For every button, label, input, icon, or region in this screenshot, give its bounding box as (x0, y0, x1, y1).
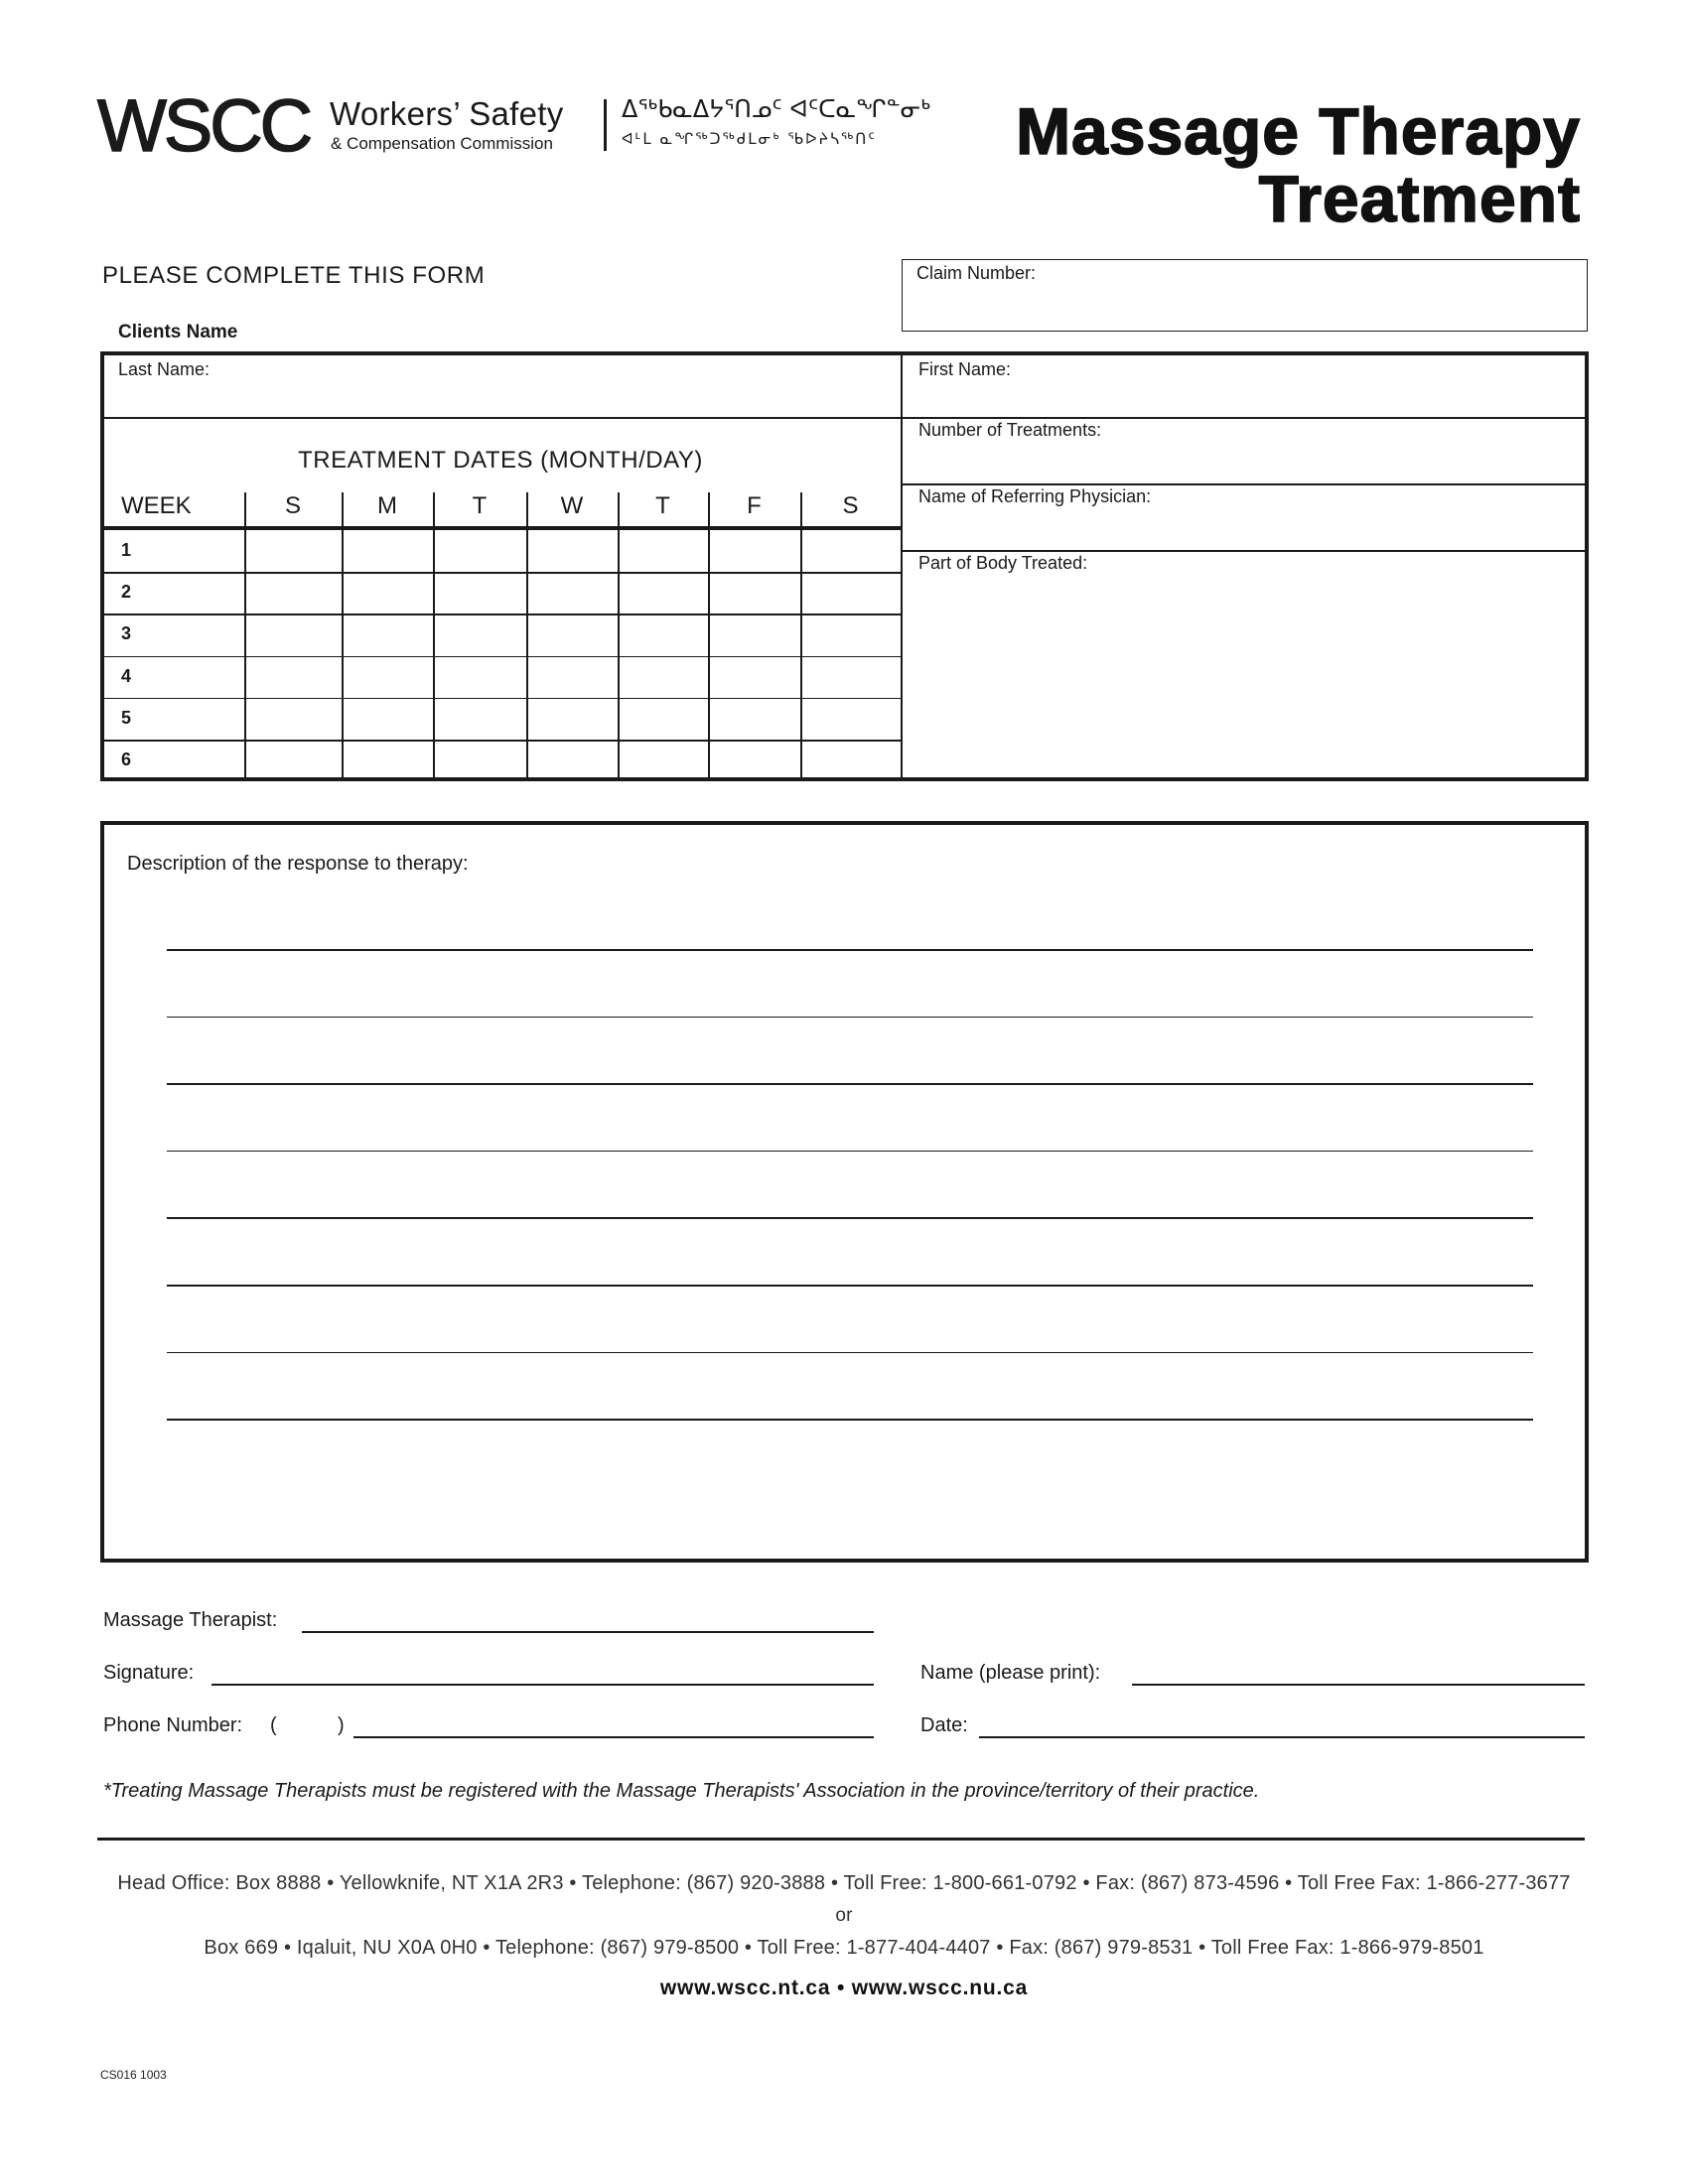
column-header-day: S (842, 492, 859, 519)
treatment-date-cell[interactable] (344, 657, 432, 696)
treatment-date-cell[interactable] (435, 699, 525, 738)
first-name-label: First Name: (918, 359, 1012, 379)
treatment-date-cell[interactable] (802, 699, 900, 738)
column-header-day: T (472, 492, 488, 519)
clients-name-heading: Clients Name (118, 322, 238, 342)
treatment-date-cell[interactable] (435, 573, 525, 612)
phone-number-label: Phone Number: (103, 1714, 243, 1736)
footer-divider (97, 1838, 1585, 1841)
description-line[interactable] (167, 949, 1533, 951)
phone-close-paren: ) (338, 1714, 345, 1736)
week-number: 5 (121, 707, 132, 728)
column-header-day: W (560, 492, 584, 519)
treatment-date-cell[interactable] (528, 531, 617, 570)
treatment-date-cell[interactable] (246, 531, 341, 570)
logo-syllabics-line2: ᐊᒻᒪ ᓇᖏᖅᑐᖅᑯᒪᓂᒃ ᖃᐅᔨᓴᖅᑎᑦ (622, 130, 877, 148)
treatment-date-cell[interactable] (528, 573, 617, 612)
number-of-treatments-label: Number of Treatments: (918, 420, 1102, 440)
form-code: CS016 1003 (100, 2068, 167, 2082)
phone-area-code-input[interactable] (282, 1712, 336, 1738)
treatment-date-cell[interactable] (344, 699, 432, 738)
iqaluit-office-address: Box 669 • Iqaluit, NU X0A 0H0 • Telephone: (867) 979-8500 • Toll Free: 1-877-404-4407 • Fax: (867) 979-8531 • Toll Free Fax: 1-866-979-8501 (204, 1937, 1484, 1959)
week-number: 1 (121, 540, 132, 560)
last-name-label: Last Name: (118, 359, 211, 379)
treatment-date-cell[interactable] (344, 614, 432, 653)
referring-physician-label: Name of Referring Physician: (918, 486, 1152, 506)
massage-therapist-label: Massage Therapist: (103, 1609, 278, 1631)
referring-physician-field[interactable] (903, 484, 1585, 550)
treatment-date-cell[interactable] (710, 614, 799, 653)
week-number: 4 (121, 665, 132, 686)
treatment-date-cell[interactable] (246, 614, 341, 653)
treatment-date-cell[interactable] (246, 741, 341, 779)
treatment-date-cell[interactable] (246, 657, 341, 696)
name-print-label: Name (please print): (920, 1662, 1101, 1684)
treatment-date-cell[interactable] (528, 699, 617, 738)
treatment-date-cell[interactable] (620, 614, 707, 653)
treatment-date-cell[interactable] (802, 741, 900, 779)
treatment-date-cell[interactable] (620, 573, 707, 612)
treatment-date-cell[interactable] (528, 614, 617, 653)
website-links[interactable]: www.wscc.nt.ca • www.wscc.nu.ca (659, 1977, 1029, 1999)
description-line[interactable] (167, 1151, 1533, 1153)
treatment-date-cell[interactable] (528, 657, 617, 696)
description-line[interactable] (167, 1419, 1533, 1421)
form-title-line2: Treatment (1258, 162, 1581, 235)
description-label: Description of the response to therapy: (127, 853, 469, 875)
description-line[interactable] (167, 1017, 1533, 1019)
treatment-date-cell[interactable] (344, 741, 432, 779)
column-header-day: F (747, 492, 762, 519)
part-of-body-field[interactable] (903, 551, 1585, 777)
column-header-day: S (284, 492, 301, 519)
treatment-date-cell[interactable] (620, 741, 707, 779)
treatment-date-cell[interactable] (802, 614, 900, 653)
treatment-dates-title: TREATMENT DATES (MONTH/DAY) (298, 447, 703, 474)
description-line[interactable] (167, 1217, 1533, 1219)
treatment-date-cell[interactable] (620, 531, 707, 570)
treatment-date-cell[interactable] (246, 573, 341, 612)
massage-therapist-input[interactable] (302, 1631, 874, 1633)
signature-label: Signature: (103, 1662, 195, 1684)
table-header-rule (100, 526, 901, 530)
form-instruction: PLEASE COMPLETE THIS FORM (102, 262, 486, 289)
treatment-date-cell[interactable] (435, 741, 525, 779)
part-of-body-label: Part of Body Treated: (918, 553, 1088, 573)
treatment-date-cell[interactable] (435, 657, 525, 696)
treatment-date-cell[interactable] (802, 657, 900, 696)
logo-org-name-line1: Workers’ Safety (330, 95, 564, 132)
treatment-date-cell[interactable] (710, 657, 799, 696)
week-number: 2 (121, 582, 132, 603)
date-label: Date: (920, 1714, 968, 1736)
claim-number-field[interactable] (902, 259, 1588, 332)
logo-divider (604, 99, 607, 151)
head-office-address: Head Office: Box 8888 • Yellowknife, NT X1A 2R3 • Telephone: (867) 920-3888 • Toll Free: 1-800-661-0792 • Fax: (867) 873-4596 • Toll Free Fax: 1-866-277-3677 (117, 1872, 1571, 1894)
wscc-logo-acronym: WSCC (97, 84, 311, 167)
registration-note: *Treating Massage Therapists must be registered with the Massage Therapists' Association in the province/territory of their practice. (103, 1780, 1260, 1802)
treatment-date-cell[interactable] (710, 699, 799, 738)
form-title-line1: Massage Therapy (1016, 94, 1581, 168)
column-header-day: T (655, 492, 670, 519)
treatment-date-cell[interactable] (344, 531, 432, 570)
last-name-field[interactable] (104, 355, 901, 417)
treatment-date-cell[interactable] (802, 531, 900, 570)
date-input[interactable] (979, 1736, 1585, 1738)
description-line[interactable] (167, 1352, 1533, 1354)
treatment-date-cell[interactable] (710, 573, 799, 612)
treatment-date-cell[interactable] (435, 614, 525, 653)
phone-open-paren: ( (270, 1714, 277, 1736)
logo-org-name-line2: & Compensation Commission (331, 134, 553, 153)
week-number: 6 (121, 750, 132, 769)
treatment-date-cell[interactable] (710, 531, 799, 570)
week-number: 3 (121, 623, 132, 644)
first-name-field[interactable] (903, 355, 1585, 417)
treatment-date-cell[interactable] (528, 741, 617, 779)
number-of-treatments-field[interactable] (903, 418, 1585, 483)
signature-input[interactable] (211, 1684, 874, 1686)
claim-number-label: Claim Number: (916, 263, 1037, 283)
description-line[interactable] (167, 1285, 1533, 1287)
treatment-date-cell[interactable] (344, 573, 432, 612)
treatment-date-cell[interactable] (246, 699, 341, 738)
form-title (1016, 94, 1581, 235)
description-box (100, 821, 1589, 1563)
treatment-date-cell[interactable] (802, 573, 900, 612)
logo-syllabics-line1: ᐃᖅᑲᓇᐃᔭᕐᑎᓄᑦ ᐊᑦᑕᓇᖏᓐᓂᒃ (622, 95, 930, 123)
name-print-input[interactable] (1132, 1684, 1585, 1686)
treatment-date-cell[interactable] (435, 531, 525, 570)
phone-number-input[interactable] (353, 1736, 874, 1738)
treatment-date-cell[interactable] (620, 699, 707, 738)
address-or: or (835, 1905, 853, 1926)
column-header-week: WEEK (121, 492, 192, 519)
treatment-date-cell[interactable] (710, 741, 799, 779)
column-header-day: M (377, 492, 397, 519)
description-line[interactable] (167, 1083, 1533, 1085)
treatment-date-cell[interactable] (620, 657, 707, 696)
